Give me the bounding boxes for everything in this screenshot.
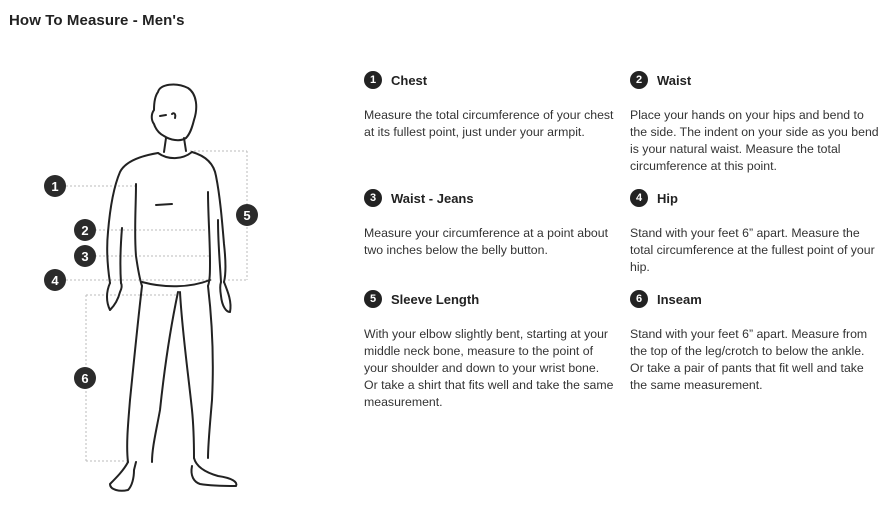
section-sleeve-length (364, 289, 614, 411)
section-sleeve-length-text: With your elbow slightly bent, starting at your middle neck bone, measure to the point of your shoulder and down to your wrist bone. Or take a shirt that fits well and take the same measurement. (364, 327, 614, 409)
section-inseam-number-badge: 6 (630, 290, 648, 308)
section-hip (630, 188, 880, 276)
marker-6 (74, 367, 96, 389)
section-waist-jeans-title: Waist - Jeans (391, 190, 474, 206)
section-waist (630, 70, 880, 175)
section-sleeve-length-number-badge: 5 (364, 290, 382, 308)
section-waist-jeans-number-badge: 3 (364, 189, 382, 207)
section-waist-title: Waist (657, 72, 692, 88)
marker-4-label: 4 (51, 273, 59, 288)
section-hip-text: Stand with your feet 6” apart. Measure the total circumference at the fullest point of your hip. (630, 226, 875, 274)
section-sleeve-length-title: Sleeve Length (391, 291, 480, 307)
section-sleeve-length-header (364, 289, 614, 309)
measurement-figure (0, 0, 340, 505)
section-waist-number-badge: 2 (630, 71, 648, 89)
marker-1 (44, 175, 66, 197)
marker-1-label: 1 (51, 179, 59, 194)
male-figure-illustration (0, 0, 340, 505)
section-inseam-title: Inseam (657, 291, 702, 307)
marker-3 (74, 245, 96, 267)
marker-2 (74, 219, 96, 241)
section-hip-title: Hip (657, 190, 678, 206)
section-inseam-text: Stand with your feet 6” apart. Measure from the top of the leg/crotch to below the ankle. Or take a pair of pants that fit well and take the same measurement. (630, 327, 868, 392)
section-waist-text: Place your hands on your hips and bend to the side. The indent on your side as you bend is your natural waist. Measure the total circumference at this point. (630, 108, 879, 173)
section-inseam-header (630, 289, 880, 309)
page-title: How To Measure - Men's (9, 12, 185, 29)
section-chest-header (364, 70, 614, 90)
section-chest (364, 70, 614, 141)
marker-6-label: 6 (81, 371, 89, 386)
marker-5-label: 5 (243, 208, 251, 223)
section-waist-jeans-text: Measure your circumference at a point about two inches below the belly button. (364, 226, 609, 257)
marker-5 (236, 204, 258, 226)
section-chest-title: Chest (391, 72, 428, 88)
section-hip-header (630, 188, 880, 208)
marker-3-label: 3 (81, 249, 89, 264)
section-waist-jeans (364, 188, 614, 259)
section-inseam (630, 289, 880, 394)
body-outline (107, 85, 236, 491)
section-hip-number-badge: 4 (630, 189, 648, 207)
marker-4 (44, 269, 66, 291)
section-waist-header (630, 70, 880, 90)
marker-2-label: 2 (81, 223, 89, 238)
section-waist-jeans-header (364, 188, 614, 208)
section-chest-number-badge: 1 (364, 71, 382, 89)
section-chest-text: Measure the total circumference of your chest at its fullest point, just under your armpit. (364, 108, 614, 139)
